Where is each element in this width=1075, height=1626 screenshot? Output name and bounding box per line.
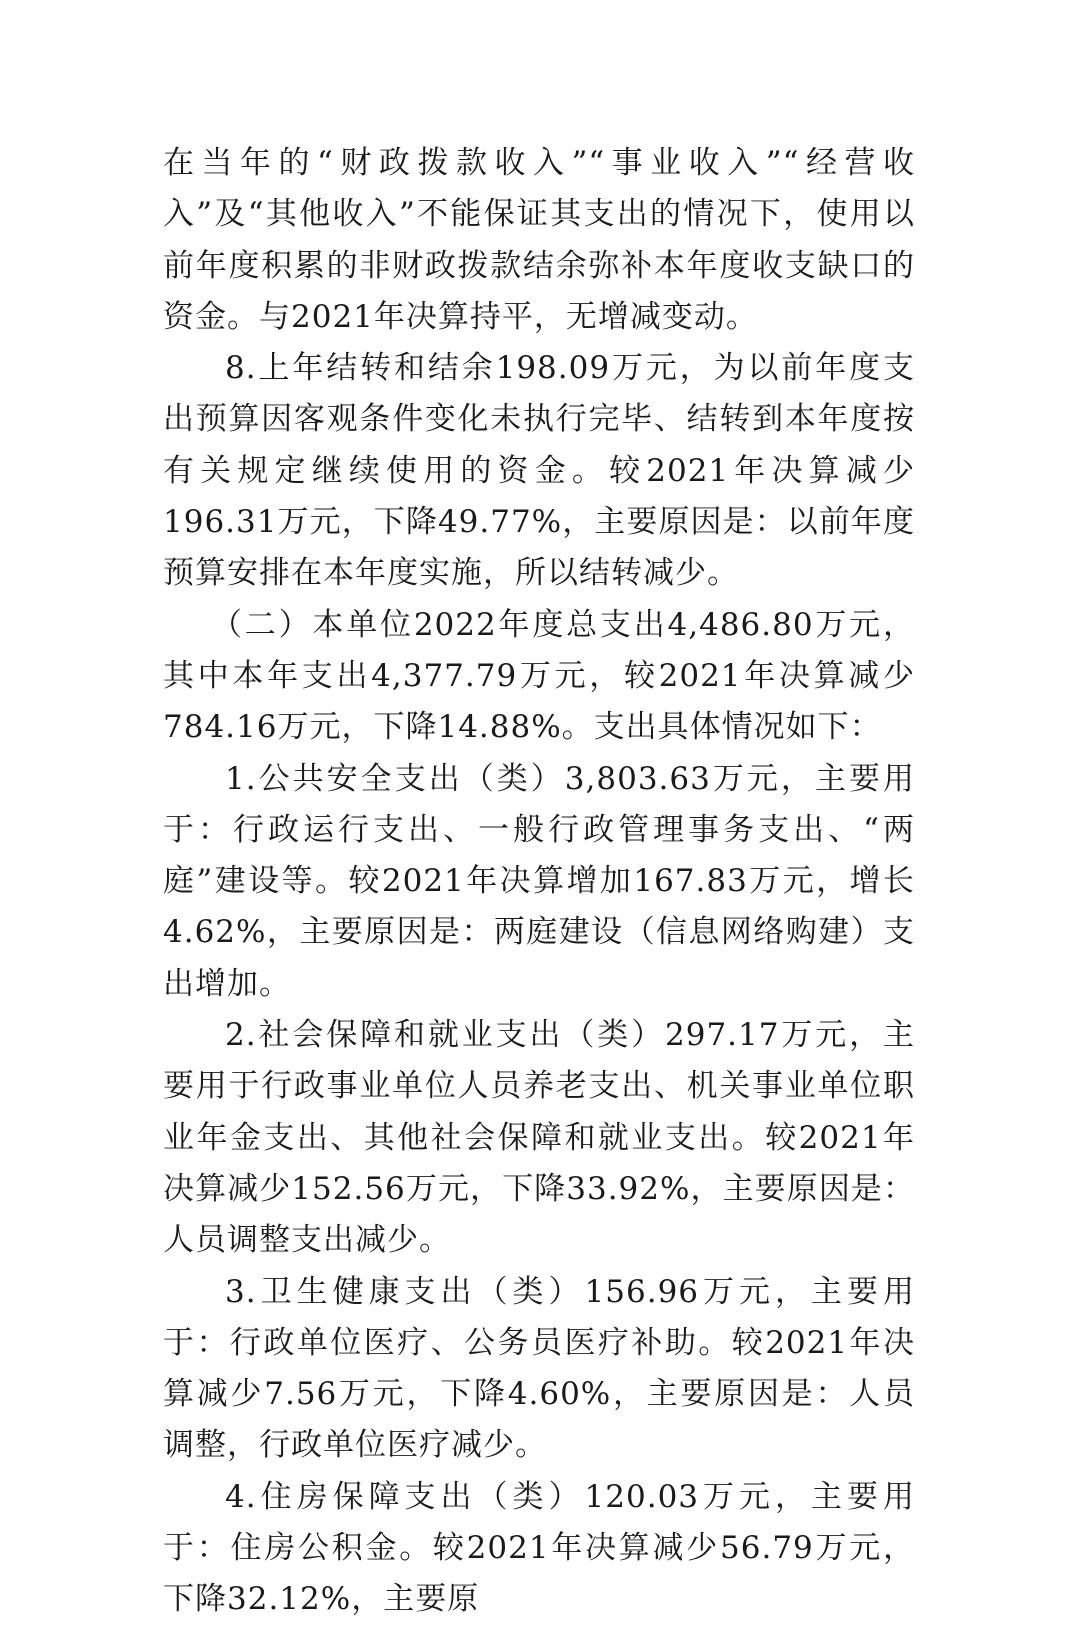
document-body [163,138,915,1626]
paragraph-income-continuation: 在当年的“财政拨款收入”“事业收入”“经营收入”及“其他收入”不能保证其支出的情况下，使用以前年度积累的非财政拨款结余弥补本年度收支缺口的资金。与2021年决算持平，无增减变动。 [163,145,915,335]
paragraph-item-4-housing: 4.住房保障支出（类）120.03万元，主要用于：住房公积金。较2021年决算减少56.79万元，下降32.12%，主要原 [163,1478,915,1618]
paragraph-section-2-total-expenditure: （二）本单位2022年度总支出4,486.80万元，其中本年支出4,377.79万元，较2021年决算减少784.16万元，下降14.88%。支出具体情况如下： [163,606,915,746]
paragraph-item-1-public-security: 1.公共安全支出（类）3,803.63万元，主要用于：行政运行支出、一般行政管理事务支出、“两庭”建设等。较2021年决算增加167.83万元，增长4.62%，主要原因是：两庭建设（信息网络购建）支出增加。 [163,760,915,1002]
paragraph-item-3-health: 3.卫生健康支出（类）156.96万元，主要用于：行政单位医疗、公务员医疗补助。较2021年决算减少7.56万元，下降4.60%，主要原因是：人员调整，行政单位医疗减少。 [163,1273,915,1464]
paragraph-item-2-social-security: 2.社会保障和就业支出（类）297.17万元，主要用于行政事业单位人员养老支出、机关事业单位职业年金支出、其他社会保障和就业支出。较2021年决算减少152.56万元，下降33.92%，主要原因是：人员调整支出减少。 [163,1017,915,1259]
paragraph-item-8-carryover: 8.上年结转和结余198.09万元，为以前年度支出预算因客观条件变化未执行完毕、结转到本年度按有关规定继续使用的资金。较2021年决算减少196.31万元，下降49.77%，主要原因是：以前年度预算安排在本年度实施，所以结转减少。 [163,350,915,592]
